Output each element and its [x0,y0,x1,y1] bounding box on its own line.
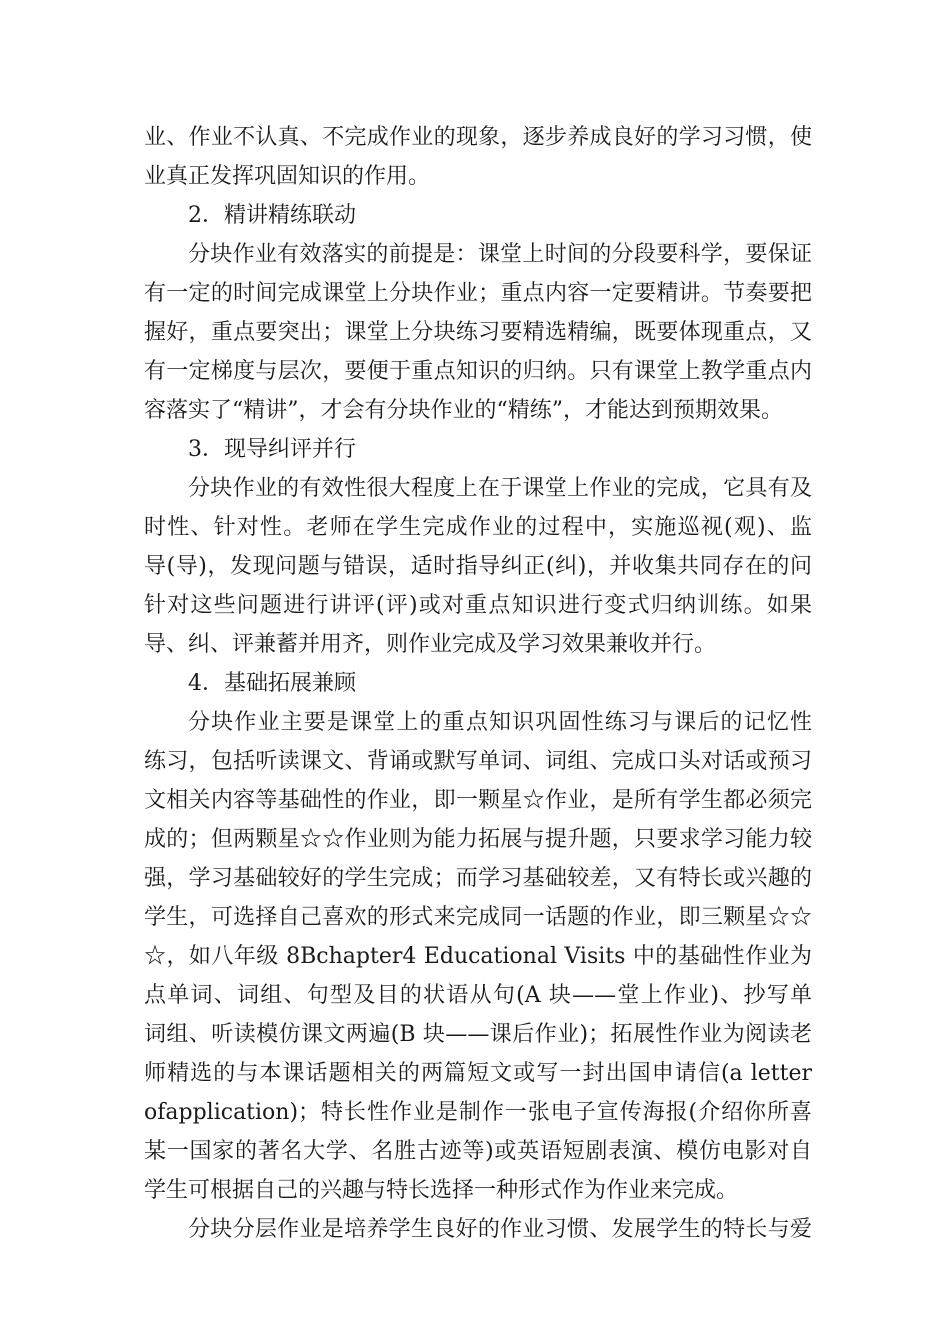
section-heading: 2．精讲精练联动 [188,203,356,228]
text-line: 时性、针对性。老师在学生完成作业的过程中，实施巡视(观)、监 [144,515,812,540]
text-line: 分块作业主要是课堂上的重点知识巩固性练习与课后的记忆性 [188,710,812,735]
text-line: 师精选的与本课话题相关的两篇短文或写一封出国申请信(a letter [144,1061,812,1086]
text-line: 容落实了“精讲”，才会有分块作业的“精练”，才能达到预期效果。 [144,398,783,423]
body-text [144,118,812,1249]
text-line: 成的；但两颗星☆☆作业则为能力拓展与提升题，只要求学习能力较 [144,827,812,852]
text-line: 有一定梯度与层次，要便于重点知识的归纳。只有课堂上教学重点内 [144,359,812,384]
text-line: 业真正发挥巩固知识的作用。 [144,164,431,189]
text-line: 有一定的时间完成课堂上分块作业；重点内容一定要精讲。节奏要把 [144,281,812,306]
text-line: 词组、听读模仿课文两遍(B 块——课后作业)；拓展性作业为阅读老 [144,1022,812,1047]
text-line: 握好，重点要突出；课堂上分块练习要精选精编，既要体现重点，又 [144,320,812,345]
text-line: 分块作业有效落实的前提是：课堂上时间的分段要科学，要保证 [188,242,812,267]
text-line: 导、纠、评兼蓄并用齐，则作业完成及学习效果兼收并行。 [144,632,717,657]
text-line: 某一国家的著名大学、名胜古迹等)或英语短剧表演、模仿电影对自 [144,1139,812,1164]
text-line: 点单词、词组、句型及目的状语从句(A 块——堂上作业)、抄写单 [144,983,812,1008]
text-line: 业、作业不认真、不完成作业的现象，逐步养成良好的学习习惯，使 [144,125,812,150]
section-heading: 4．基础拓展兼顾 [188,671,356,696]
text-line: 针对这些问题进行讲评(评)或对重点知识进行变式归纳训练。如果 [144,593,812,618]
text-line: 学生可根据自己的兴趣与特长选择一种形式作为作业来完成。 [144,1178,739,1203]
text-line: 学生，可选择自己喜欢的形式来完成同一话题的作业，即三颗星☆☆ [144,905,812,930]
text-line: 分块分层作业是培养学生良好的作业习惯、发展学生的特长与爱 [188,1217,812,1242]
text-line: 文相关内容等基础性的作业，即一颗星☆作业，是所有学生都必须完 [144,788,812,813]
text-line: 分块作业的有效性很大程度上在于课堂上作业的完成，它具有及 [188,476,812,501]
section-heading: 3．现导纠评并行 [188,437,356,462]
text-line: 导(导)，发现问题与错误，适时指导纠正(纠)，并收集共同存在的问 [144,554,812,579]
text-line: ☆，如八年级 8Bchapter4 Educational Visits 中的基础性作业为 [144,944,812,969]
text-line: 练习，包括听读课文、背诵或默写单词、词组、完成口头对话或预习 [144,749,812,774]
text-line: 强，学习基础较好的学生完成；而学习基础较差，又有特长或兴趣的 [144,866,812,891]
text-line: ofapplication)；特长性作业是制作一张电子宣传海报(介绍你所喜 [144,1100,812,1125]
